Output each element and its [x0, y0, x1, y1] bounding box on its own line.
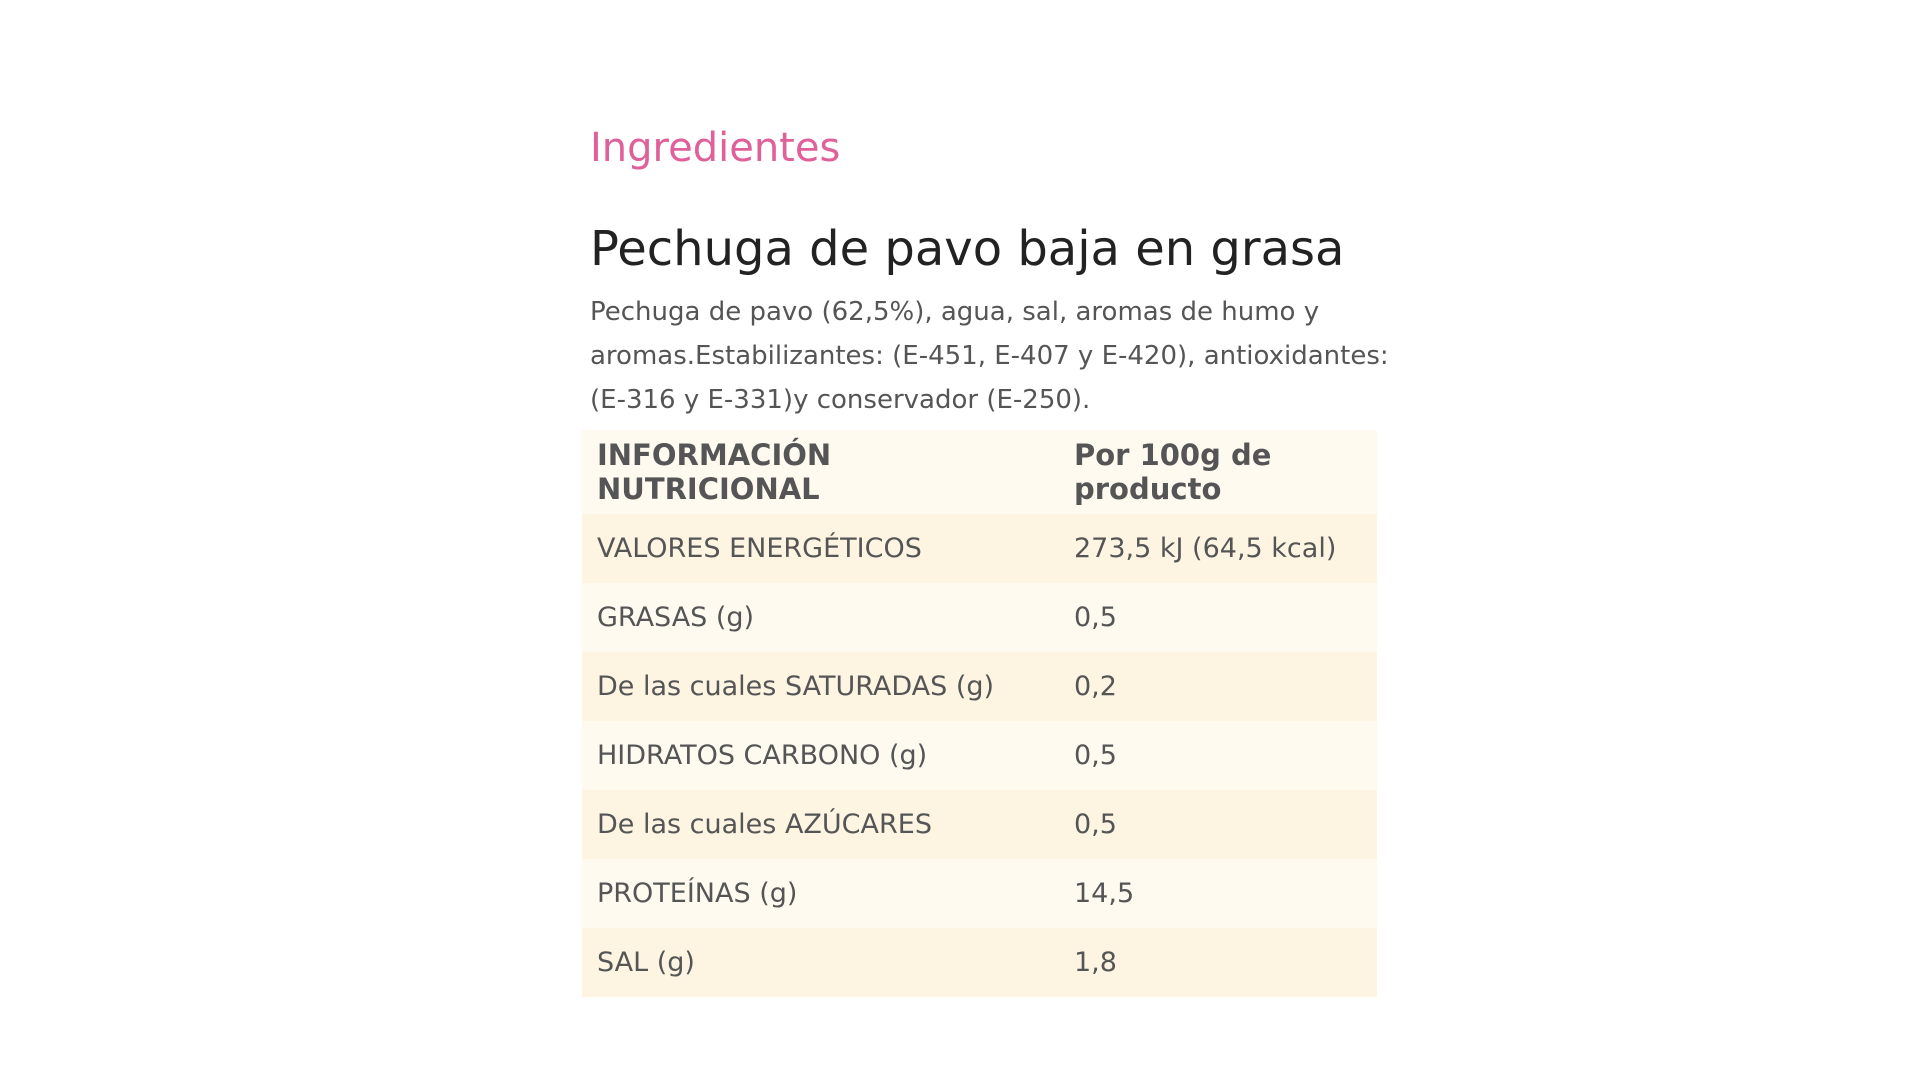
nutrient-label: HIDRATOS CARBONO (g) [597, 740, 928, 771]
nutrient-value: 14,5 [1074, 878, 1135, 909]
nutrition-table [582, 430, 1377, 997]
table-row [582, 859, 1377, 928]
nutrient-value: 0,5 [1074, 809, 1117, 840]
table-row [582, 721, 1377, 790]
nutrient-label: De las cuales AZÚCARES [597, 809, 932, 840]
nutrient-label: PROTEÍNAS (g) [597, 878, 798, 909]
table-row [582, 583, 1377, 652]
product-title: Pechuga de pavo baja en grasa [590, 221, 1345, 277]
nutrient-value: 0,5 [1074, 740, 1117, 771]
nutrient-value: 0,2 [1074, 671, 1117, 702]
table-row [582, 652, 1377, 721]
nutrient-value: 1,8 [1074, 947, 1117, 978]
nutrient-value: 0,5 [1074, 602, 1117, 633]
table-row [582, 928, 1377, 997]
table-row [582, 514, 1377, 583]
nutrient-value: 273,5 kJ (64,5 kcal) [1074, 533, 1337, 564]
table-row [582, 790, 1377, 859]
nutrient-label: De las cuales SATURADAS (g) [597, 671, 995, 702]
ingredients-description: Pechuga de pavo (62,5%), agua, sal, aromas de humo y aromas.Estabilizantes: (E-451, E-407 y E-420), antioxidantes: (E-316 y E-331)y conservador (E-250). [590, 297, 1389, 415]
ingredients-section [590, 118, 1400, 978]
nutrition-header-label: INFORMACIÓN NUTRICIONAL [582, 430, 1059, 514]
nutrient-label: SAL (g) [597, 947, 695, 978]
nutrition-header-value: Por 100g de producto [1059, 430, 1377, 514]
nutrition-header-row [582, 430, 1377, 514]
nutrient-label: GRASAS (g) [597, 602, 755, 633]
section-title: Ingredientes [590, 125, 841, 171]
nutrient-label: VALORES ENERGÉTICOS [597, 533, 922, 564]
